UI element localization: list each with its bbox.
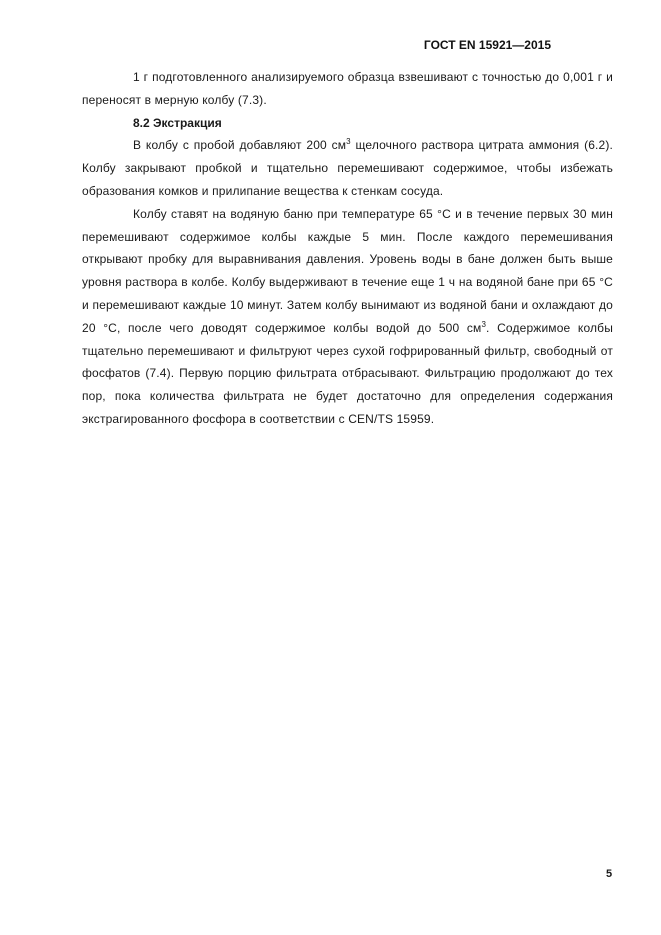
document-body — [82, 66, 613, 431]
document-code-header: ГОСТ EN 15921—2015 — [423, 38, 551, 52]
page-number: 5 — [606, 868, 613, 880]
paragraph-add-citrate-part1: В колбу с пробой добавляют 200 см — [133, 138, 347, 153]
paragraph-add-citrate-part2: щелочного раствора цитрата аммония (6.2). Колбу закрывают пробкой и тщательно перемешивают содержимое, чтобы избежать образования комков и прилипание вещества к стенкам сосуда. — [82, 138, 613, 198]
paragraph-water-bath — [82, 203, 613, 431]
superscript-cubic: 3 — [481, 319, 487, 329]
paragraph-water-bath-part1: Колбу ставят на водяную баню при температуре 65 °C и в течение первых 30 мин перемешивают содержимое колбы каждые 5 мин. После каждого перемешивания открывают пробку для выравнивания давления. Уровень воды в бане должен быть выше уровня раствора в колбе. Колбу выдерживают в течение еще 1 ч на водяной бане при 65 °C и перемешивают каждые 10 минут. Затем колбу вынимают из водяной бани и охлаждают до 20 °C, после чего доводят содержимое колбы водой до 500 см — [82, 206, 613, 335]
paragraph-weighing: 1 г подготовленного анализируемого образца взвешивают с точностью до 0,001 г и переносят в мерную колбу (7.3). — [82, 70, 613, 107]
paragraph-water-bath-part2: . Содержимое колбы тщательно перемешивают и фильтруют через сухой гофрированный фильтр, свободный от фосфатов (7.4). Первую порцию фильтрата отбрасывают. Фильтрацию продолжают до тех пор, пока количества фильтрата не будет достаточно для определения содержания экстрагированного фосфора в соответствии с CEN/TS 15959. — [82, 320, 613, 426]
superscript-cubic: 3 — [346, 137, 351, 147]
paragraph-add-citrate — [82, 134, 613, 202]
section-heading-extraction: 8.2 Экстракция — [133, 115, 222, 130]
